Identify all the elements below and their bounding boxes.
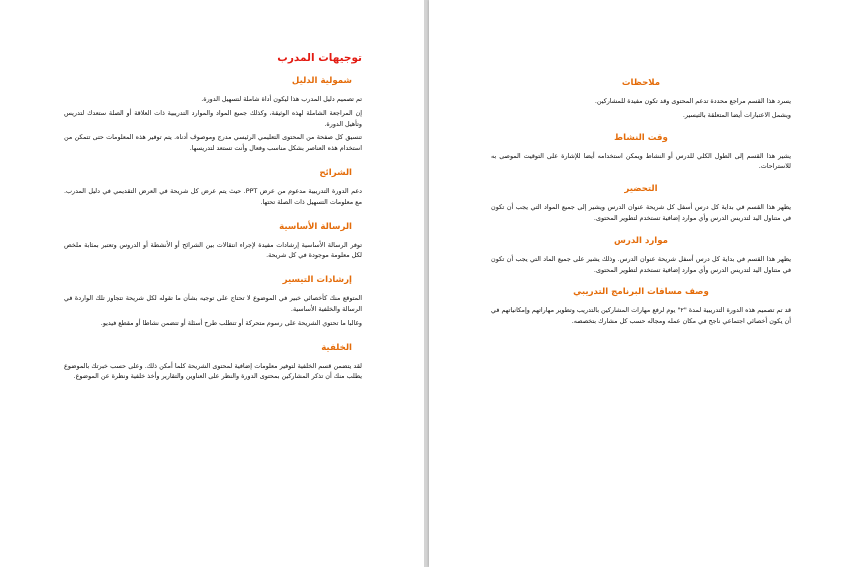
document-page-left [0, 0, 424, 567]
paragraph: المتوقع منك كأخصائي خبير في الموضوع لا تحتاج على توجيه بشأن ما تقوله لكل شريحة تتجاوز تلك الواردة في الرسالة والخلفية الأساسية. [64, 294, 362, 313]
paragraph: قد تم تصميم هذه الدورة التدريبية لمدة "٢" يوم لرفع مهارات المشاركين بالتدريب وتطوير مهاراتهم وإمكانياتهم في أن يكون أخصائي اجتماعي ناجح في مكان عمله ومجاله حسب كل مشارك بتخصصه. [491, 306, 792, 326]
section-heading: إرشادات التيسير [282, 275, 352, 286]
paragraph: ويشمل الاعتبارات أيضا المتعلقة بالتيسير. [682, 110, 791, 119]
paragraph: دعم الدورة التدريبية مدعوم من عرض PPT. حيث يتم عرض كل شريحة في العرض التقديمي في دليل المدرب. مع معلومات التسهيل ذات الصلة تحتها. [64, 186, 362, 206]
section-heading: ملاحظات [621, 78, 661, 88]
section-heading: شمولية الدليل [291, 76, 352, 86]
paragraph: يشير هذا القسم إلى الطول الكلي للدرس أو النشاط ويمكن استخدامه أيضا للإشارة على التوقيت الموصى به للاستراحات. [491, 151, 791, 171]
section-heading: الرسالة الأساسية [279, 221, 352, 232]
section-heading: الشرائح [319, 167, 352, 178]
section-heading: موارد الدرس [614, 235, 668, 246]
section-heading: وصف مسافات البرنامج التدريبي [573, 287, 709, 298]
section-program-description [491, 287, 791, 327]
section-core-message [64, 222, 362, 262]
section-slides [64, 168, 362, 208]
document-page-right [429, 0, 853, 567]
paragraph: يظهر هذا القسم في بداية كل درس أسفل شريحة عنوان الدرس. وذلك يشير على جميع الماد التي يجب أن تكون في متناول اليد لتدريس الدرس وأي موارد إضافية تستخدم لتطوير المحتوى. [491, 254, 791, 274]
paragraph: وغالبا ما تحتوي الشريحة على رسوم متحركة أو تتطلب طرح أسئلة أو تتضمن نشاطا أو مقطع فيديو. [100, 318, 362, 327]
paragraph: يظهر هذا القسم في بداية كل درس أسفل كل شريحة عنوان الدرس ويشير إلى جميع المواد التي يجب أن تكون في متناول اليد لتدريس الدرس وأي موارد إضافية تستخدم لتطوير المحتوى. [491, 203, 791, 222]
section-lesson-resources [491, 236, 791, 276]
section-background [64, 343, 362, 383]
paragraph: تنسيق كل صفحة من المحتوى التعليمي الرئيسي مدرج وموصوف أدناه. يتم توفير هذه المعلومات حتى تتمكن من استخدام هذه العناصر بشكل مناسب وفعال وأنت تستعد لتدريسها. [64, 133, 362, 153]
paragraph: لقد يتضمن قسم الخلفية لتوفير معلومات إضافية لمحتوى الشريحة كلما أمكن ذلك. وعلى حسب خبرتك بالموضوع يطلب منك أن تذكر المشاركين بمحتوى الدورة والنظر على العناوين والتقارير وأخذ خلفية ونظرة عن الموضوع. [64, 361, 362, 381]
section-heading: وقت النشاط [614, 132, 668, 143]
section-preparation [491, 184, 791, 224]
page-title: توجيهات المدرب [277, 52, 362, 64]
paragraph: توفر الرسالة الأساسية إرشادات مفيدة لإجراء انتقالات بين الشرائح أو الأنشطة أو الدروس وتعتبر بمثابة ملخص لكل معلومة موجودة في كل شريحة. [64, 240, 362, 260]
paragraph: تم تصميم دليل المدرب هذا ليكون أداة شاملة لتسهيل الدورة. [201, 95, 362, 103]
section-facilitation [64, 275, 362, 328]
section-guide-scope [64, 76, 362, 154]
section-activity-time [491, 133, 791, 173]
paragraph: إن المراجعة الشاملة لهذه الوثيقة، وكذلك جميع المواد والموارد التدريبية ذات العلاقة أو الصلة ستعدك لتدريس وتأهيل الدورة. [64, 108, 362, 128]
section-heading: التحضير [624, 184, 658, 195]
section-notes [491, 78, 791, 121]
section-heading: الخلفية [321, 342, 352, 353]
page-content [64, 52, 362, 396]
page-content [491, 78, 791, 339]
paragraph: يسرد هذا القسم مراجع محددة تدعم المحتوى وقد تكون مفيدة للمشاركين. [594, 97, 791, 105]
